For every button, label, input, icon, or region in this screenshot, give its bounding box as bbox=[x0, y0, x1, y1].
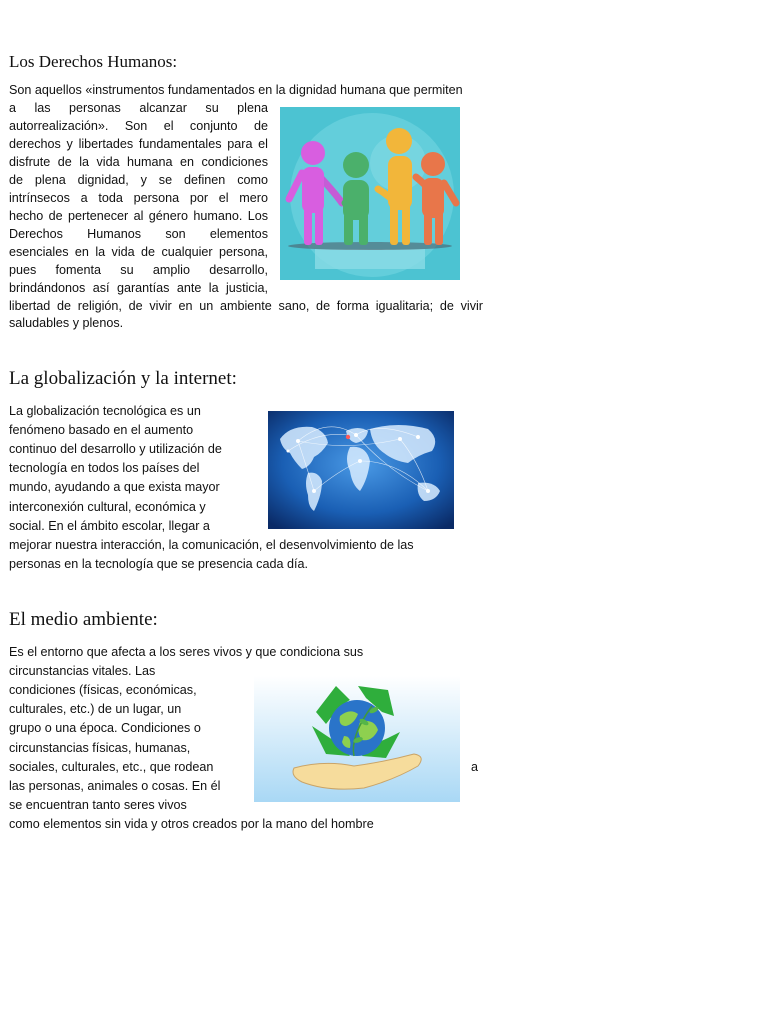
text-line: se encuentran tanto seres vivos bbox=[9, 798, 187, 812]
text-line: brindándonos así garantías ante la justicia, bbox=[9, 281, 268, 295]
text-line: social. En el ámbito escolar, llegar a bbox=[9, 519, 210, 533]
text-line: libertad de religión, de vivir en un ambiente sano, de forma igualitaria; de vivir bbox=[9, 299, 483, 313]
text-line: como elementos sin vida y otros creados por la mano del hombre bbox=[9, 817, 374, 831]
people-holding-hands-icon bbox=[280, 107, 460, 280]
text-line: autorrealización». Son el conjunto de bbox=[9, 119, 268, 133]
text-line: derechos y libertades fundamentales para el bbox=[9, 137, 268, 151]
text-line: saludables y plenos. bbox=[9, 316, 124, 330]
text-line: Son aquellos «instrumentos fundamentados en la dignidad humana que permiten bbox=[9, 83, 463, 97]
text-line: intrínsecos a toda persona por el mero bbox=[9, 191, 268, 205]
text-line: sociales, culturales, etc., que rodean bbox=[9, 760, 214, 774]
text-line: Es el entorno que afecta a los seres vivos y que condiciona sus bbox=[9, 645, 364, 659]
text-line: tecnología en todos los países del bbox=[9, 461, 200, 475]
section-title-medio-ambiente: El medio ambiente: bbox=[9, 609, 158, 630]
text-line: culturales, etc.) de un lugar, un bbox=[9, 702, 182, 716]
text-line: grupo o una época. Condiciones o bbox=[9, 721, 201, 735]
text-line: las personas, animales o cosas. En él bbox=[9, 779, 221, 793]
text-line: mundo, ayudando a que exista mayor bbox=[9, 480, 220, 494]
text-line: continuo del desarrollo y utilización de bbox=[9, 442, 222, 456]
text-line: mejorar nuestra interacción, la comunicación, el desenvolvimiento de las bbox=[9, 538, 414, 552]
world-network-map-image bbox=[268, 411, 454, 529]
recycle-globe-hand-icon bbox=[254, 676, 460, 802]
section-title-derechos-humanos: Los Derechos Humanos: bbox=[9, 52, 178, 71]
text-line: La globalización tecnológica es un bbox=[9, 404, 201, 418]
floating-word: a bbox=[471, 760, 479, 774]
world-network-map-icon bbox=[268, 411, 454, 529]
text-line: pues fomenta su amplio desarrollo, bbox=[9, 263, 268, 277]
text-line: Derechos Humanos son elementos bbox=[9, 227, 268, 241]
text-line: fenómeno basado en el aumento bbox=[9, 423, 194, 437]
section-title-globalizacion: La globalización y la internet: bbox=[9, 368, 237, 389]
text-line: disfrute de la vida humana en condiciones bbox=[9, 155, 268, 169]
text-line: circunstancias vitales. Las bbox=[9, 664, 156, 678]
people-holding-hands-image bbox=[280, 107, 460, 280]
text-line: personas en la tecnología que se presencia cada día. bbox=[9, 557, 308, 571]
text-line: condiciones (físicas, económicas, bbox=[9, 683, 197, 697]
text-line: circunstancias físicas, humanas, bbox=[9, 741, 191, 755]
recycle-globe-hand-image bbox=[254, 676, 460, 802]
text-line: interconexión cultural, económica y bbox=[9, 500, 206, 514]
text-line: hecho de pertenecer al género humano. Los bbox=[9, 209, 268, 223]
text-line: esenciales en la vida de cualquier persona, bbox=[9, 245, 268, 259]
text-line: de plena dignidad, y se definen como bbox=[9, 173, 268, 187]
text-line: a las personas alcanzar su plena bbox=[9, 101, 268, 115]
